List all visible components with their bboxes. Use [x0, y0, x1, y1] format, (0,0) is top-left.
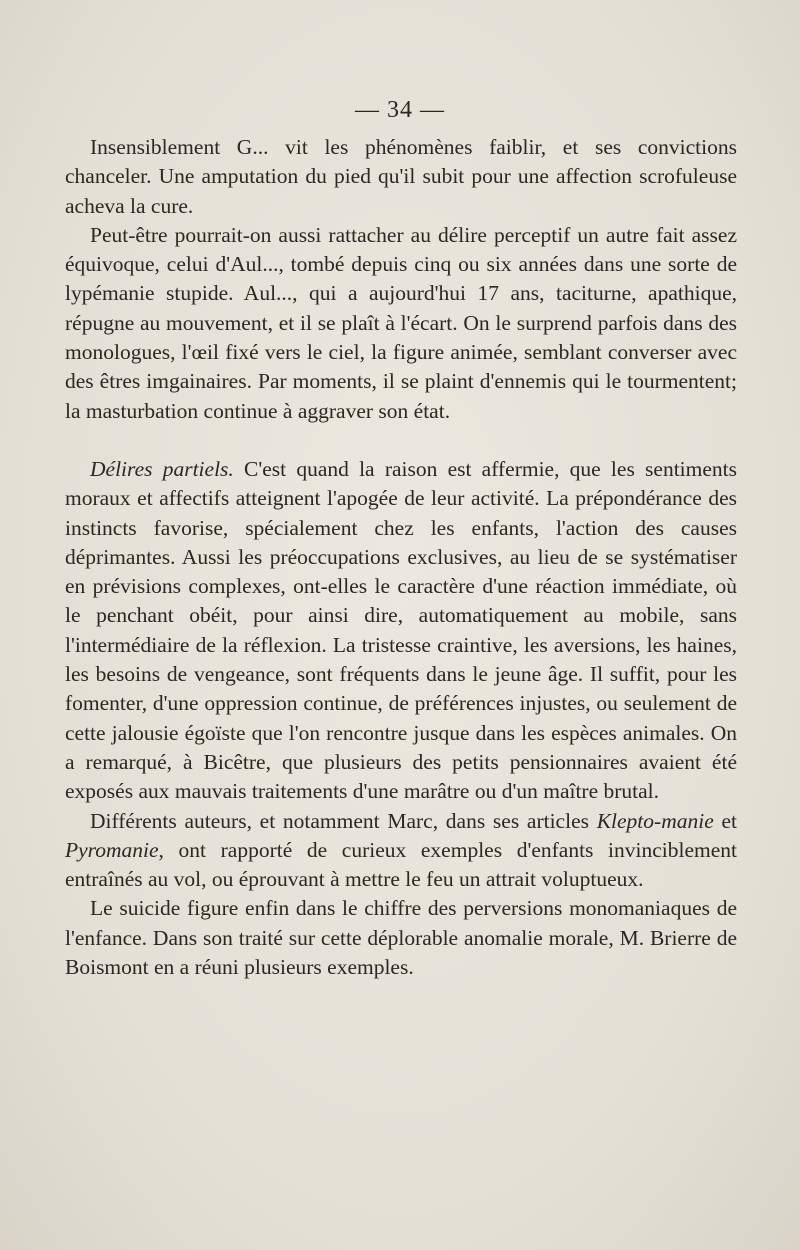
section-heading: Délires partiels.: [90, 456, 234, 481]
text-segment: et: [713, 808, 737, 833]
paragraph-delires-partiels: [65, 455, 737, 807]
page-number: — 34 —: [355, 97, 445, 123]
italic-term: Klepto-manie: [596, 808, 714, 833]
italic-term: Pyromanie: [65, 837, 159, 862]
text-segment: Le suicide figure enfin dans le chiffre des perversions monomaniaques de l'enfance. Dans son traité sur cette déplorable anomalie morale, M. Brierre de Boismont en a réuni plusieurs exemples.: [65, 896, 737, 980]
text-segment: C'est quand la raison est affermie, que les sentiments moraux et affectifs atteignent l'apogée de leur activité. La prépondérance des instincts favorise, spécialement chez les enfants, l'action des causes déprimantes. Aussi les préoccupations exclusives, au lieu de se systématiser en prévisions complexes, ont-elles le caractère d'une réaction immédiate, où le penchant obéit, pour ainsi dire, automatiquement au mobile, sans l'intermédiaire de la réflexion. La tristesse craintive, les aversions, les haines, les besoins de vengeance, sont fréquents dans le jeune âge. Il suffit, pour les fomenter, d'une oppression continue, de préférences injustes, ou seulement de cette jalousie égoïste que l'on rencontre jusque dans les espèces animales. On a remarqué, à Bicêtre, que plusieurs des petits pensionnaires avaient été exposés aux mauvais traitements d'une marâtre ou d'un maître brutal.: [65, 456, 737, 804]
body-text: [65, 133, 737, 982]
paragraph-suicide: [65, 894, 737, 982]
text-segment: Insensiblement G... vit les phénomènes faiblir, et ses convictions chanceler. Une amputation du pied qu'il subit pour une affection scrofuleuse acheva la cure.: [65, 135, 737, 218]
paragraph-aul: [65, 221, 737, 426]
text-segment: Différents auteurs, et notamment Marc, dans ses articles: [90, 808, 597, 833]
paragraph-amputation: [65, 133, 737, 221]
text-segment: Peut-être pourrait-on aussi rattacher au délire perceptif un autre fait assez équivoque, celui d'Aul..., tombé depuis cinq ou six années dans une sorte de lypémanie stupide. Aul..., qui a aujourd'hui 17 ans, taciturne, apathique, répugne au mouvement, et il se plaît à l'écart. On le surprend parfois dans des monologues, l'œil fixé vers le ciel, la figure animée, semblant converser avec des êtres imgainaires. Par moments, il se plaint d'ennemis qui le tourmentent; la masturbation continue à aggraver son état.: [65, 222, 737, 423]
text-segment: , ont rapporté de curieux exemples d'enfants invinciblement entraînés au vol, ou éprouvant à mettre le feu un attrait voluptueux.: [65, 837, 737, 892]
paragraph-kleptomanie: [65, 807, 737, 895]
